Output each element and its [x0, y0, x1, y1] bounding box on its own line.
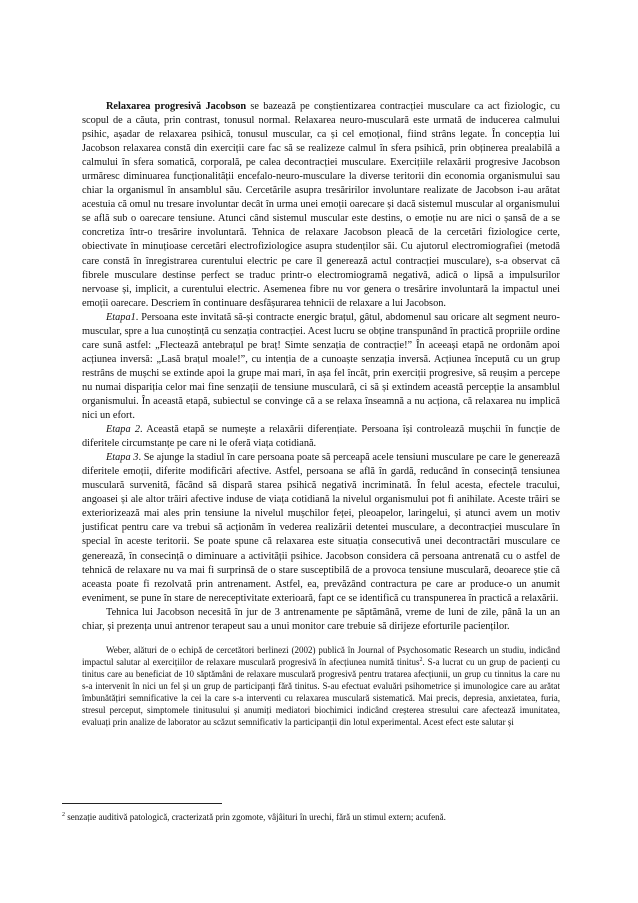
- paragraph-etapa-3: [82, 451, 560, 606]
- footnote-reference: 2: [419, 656, 423, 663]
- paragraph-weber-study: [82, 644, 560, 729]
- paragraph-lead: Etapa 2: [106, 424, 140, 436]
- paragraph-text: . Persoana este invitată să-și contracte energic brațul, gâtul, abdomenul sau oricare alt segment neuro-muscular, spre a lua cunoștință cu senzația contracției. Acest lucru se obține transpunând în practică propriile ordine care sună astfel: „Flectează antebrațul pe braț! Simte senzația de contracție!” În aceeași etapă ne ordonăm apoi acțiunea inversă: „Lasă brațul moale!”, cu intenția de a cunoaște senzația inversă. Acțiunea începută cu un grup restrâns de mușchi se extinde apoi la grupe mai mari, în așa fel încât, prin exerciții progresive, să reușim a percepe nu numai dispariția celor mai fine senzații de tensiune musculară, ci să și extindem această percepție la ansamblul organismului. În această etapă, subiectul se convinge că a se relaxa înseamnă a nu acționa, că relaxarea nu implică nici un efort.: [82, 311, 560, 422]
- paragraph-gap: [82, 634, 560, 644]
- paragraph-jacobson-intro: [82, 100, 560, 311]
- paragraph-text: se bazează pe conștientizarea contracției musculare ca act fiziologic, cu scopul de a căuta, prin contrast, tonusul normal. Relaxarea neuro-musculară este urmată de inducerea calmului psihic, așadar de relaxarea psihică, tonusul muscular, ca și cel emoțional, fiind strâns legate. În concepția lui Jacobson relaxarea constă din exerciții care fac să se realizeze calmul în sfera psihică, prin obținerea prealabilă a calmului în sfera somatică, corporală, pe calea decontracției musculare. Exercițiile relaxării progresive Jacobson urmăresc diminuarea funcționalității encefalo-neuro-musculare la diverse teritorii din economia organismului sau chiar la organismul în ansamblul său. Cercetările asupra tresăririlor involuntare realizate de Jacobson i-au arătat acestuia că omul nu tresare involuntar decât în urma unei emoții oarecare și dacă sistemul muscular al organismului se află sub o oarecare tensiune. Atunci când sistemul muscular este destins, o emoție nu are nici o șansă de a se concretiza într-o tresărire involuntară. Tehnica de relaxare Jacobson pleacă de la cercetări fiziologice certe, obiectivate în minuțioase cercetări electrofiziologice asupra studenților săi. Cu ajutorul electromiografiei (metodă care constă în înregistrarea curentului electric pe care îl generează actul contracției musculare), s-a observat că fibrele musculare destinse perfect se traduc printr-o electromiogramă negativă, adică o lipsă a impulsurilor nervoase și, implicit, a curentului electric. Asemenea fibre nu vor genera o tresărire involuntară la impactul unei emoții oarecare. Descriem în continuare desfășurarea tehnicii de relaxare a lui Jacobson.: [82, 101, 560, 309]
- footnote-separator: [62, 803, 222, 804]
- paragraph-text: . S-a lucrat cu un grup de pacienți cu tinitus care au beneficiat de 10 săptămâni de relaxare musculară progresivă pentru tratarea afecțiunii, un grup cu tinnitus la care nu s-a intervenit în nici un fel și un grup de participanți fără tinitus. S-au efectuat evaluări psihometrice și imunologice care au arătat îmbunătățiri semnificative la cei la care s-a interventi cu relaxarea musculară sistematică. Mai precis, depresia, anxietatea, furia, stresul perceput, simptomele tinitusului și anumiți mediatori biochimici indicând creșterea stresului care afectează imunitatea, evaluați prin analize de laborator au scăzut semnificativ la participanții din lotul experimental. Acest efect este salutar și: [82, 656, 561, 728]
- paragraph-text: Tehnica lui Jacobson necesită în jur de 3 antrenamente pe săptămână, vreme de luni de zile, până la un an chiar, și prezența unui antrenor terapeut sau a unui monitor care trebuie să dirijeze eforturile pacienților.: [82, 606, 560, 632]
- paragraph-text: . Se ajunge la stadiul în care persoana poate să perceapă acele tensiuni musculare pe care le generează diferitele emoții, diferite modificări afective. Astfel, persoana se află în gardă, reducând în consecință tensiunea musculară survenită, făcând să dispară starea psihică negativă incriminată. În felul acesta, efectele tracului, angoasei și ale altor trăiri afective induse de viața cotidiană la nivelul organismului pot fi anihilate. Aceste trăiri se exteriorizează mai ales prin tensiune la nivelul mușchilor feței, pleoapelor, laringelui, și atunci avem un motiv justificat pentru care va trebui să acționăm în vederea realizării detentei musculare, a decontracției musculare în special în aceste teritorii. Se poate spune că relaxarea este situația consecutivă unei decontractări musculare ce generează, în consecință o diminuare a activității psihice. Jacobson considera că persoana antrenată cu o astfel de tehnică de relaxare nu va mai fi surprinsă de o stare susceptibilă de a provoca tensiune musculară, deoarece știe că aceasta poate fi rezolvată prin antrenament. Astfel, ea, prevăzând contractura pe care ar produce-o un anumit eveniment, se pune în stare de nereceptivitate exterioară, fapt ce se identifică cu transpunerea în practică a relaxării.: [82, 452, 560, 604]
- paragraph-lead: Etapa1: [106, 311, 136, 323]
- paragraph-etapa-2: [82, 423, 560, 451]
- paragraph-text: . Această etapă se numește a relaxării diferențiate. Persoana își controlează mușchii în funcție de diferitele circumstanțe pe care ni le oferă viața cotidiană.: [82, 424, 560, 450]
- paragraph-etapa-1: [82, 311, 560, 423]
- paragraph-lead: Etapa 3: [106, 452, 139, 464]
- document-body: [82, 100, 560, 728]
- paragraph-lead: Relaxarea progresivă Jacobson: [106, 101, 247, 112]
- footnote: [62, 811, 582, 823]
- paragraph-training-frequency: [82, 606, 560, 634]
- paragraph-text: Weber, alături de o echipă de cercetători berlinezi (2002) publică în Journal of Psychosomatic Research un studiu, indicând impactul salutar al exercițiilor de relaxare musculară progresivă în afecțiunea numită tinitus: [82, 644, 560, 667]
- footnote-marker: 2: [62, 812, 65, 818]
- footnote-text: senzație auditivă patologică, cracterizată prin zgomote, vâjâituri în urechi, fără un stimul extern; acufenă.: [65, 812, 446, 822]
